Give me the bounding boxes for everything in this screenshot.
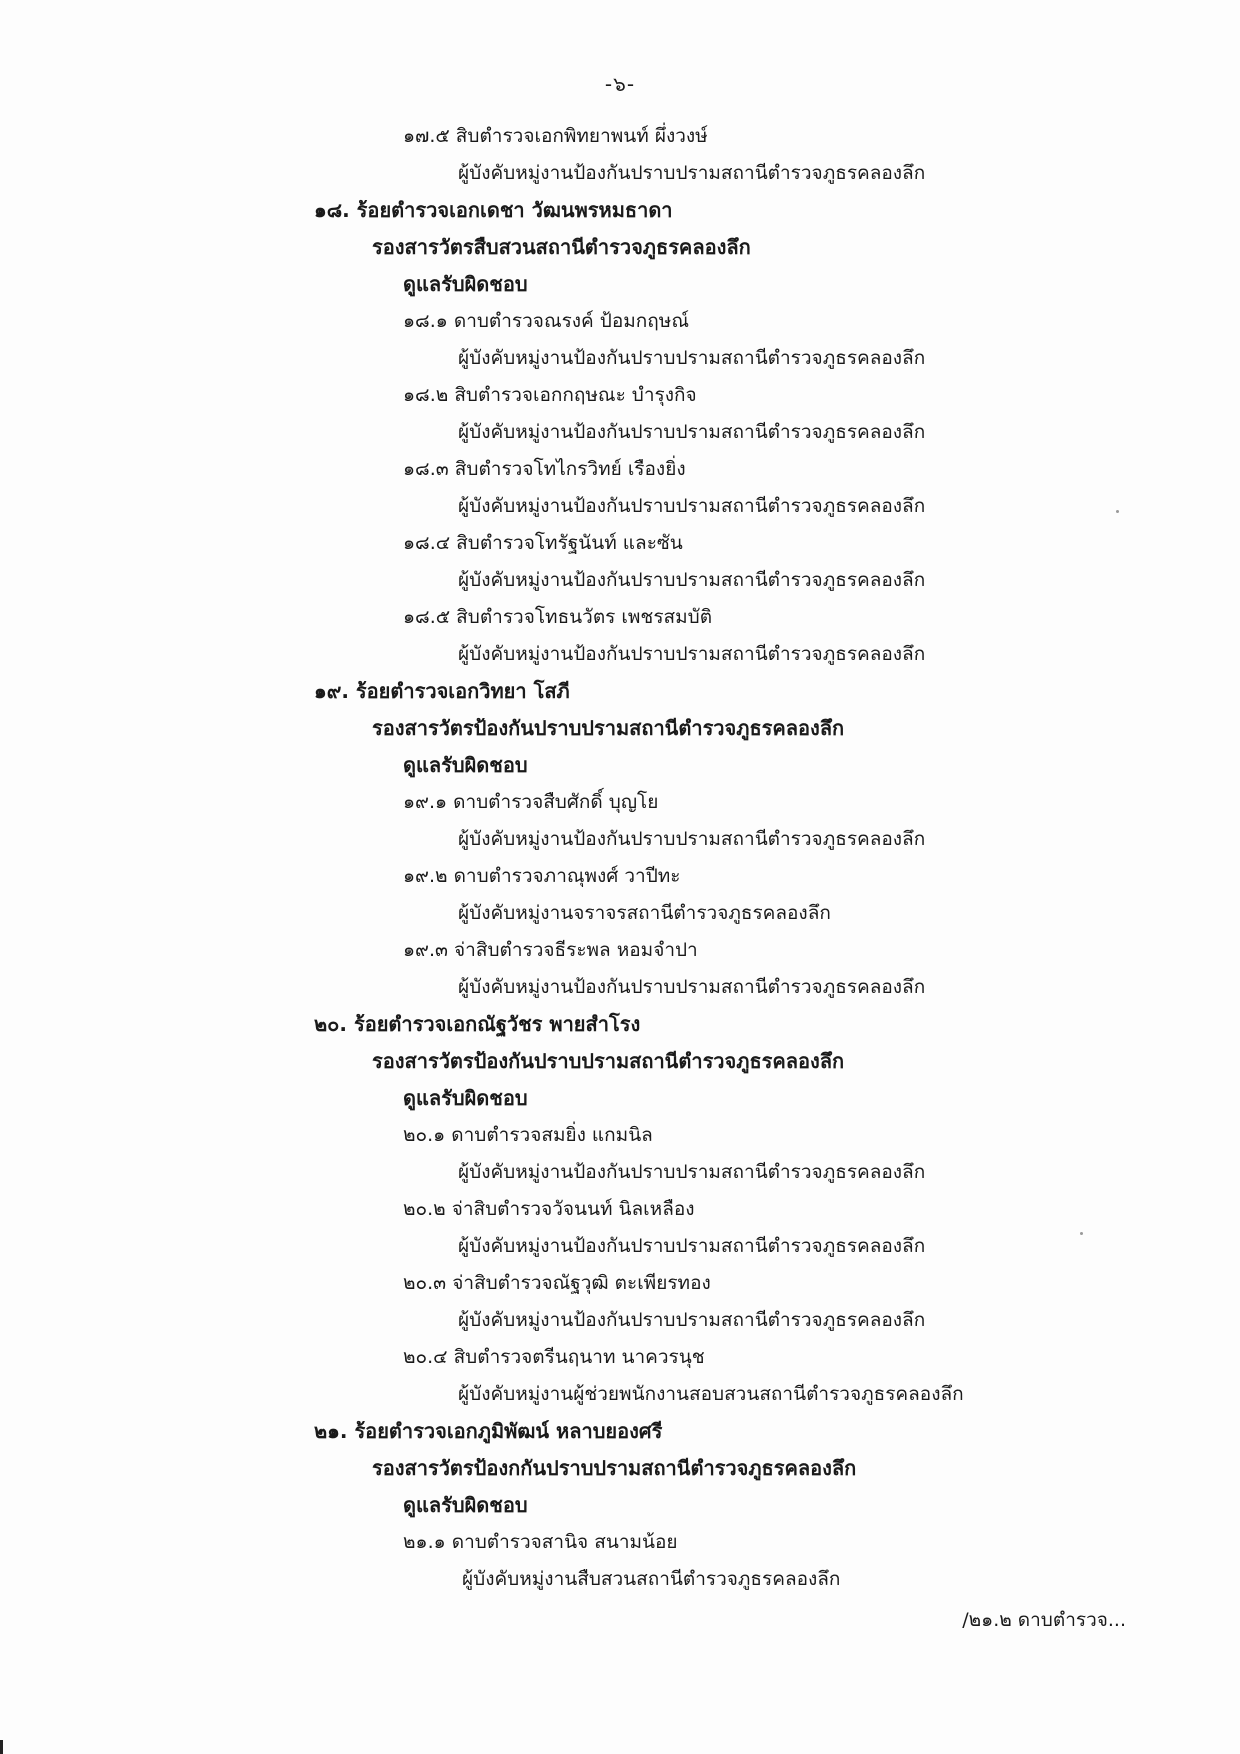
subordinate-entry: ๒๐.๒ จ่าสิบตำรวจวัจนนท์ นิลเหลือง bbox=[403, 1198, 695, 1220]
subordinate-entry: ๑๘.๔ สิบตำรวจโทรัฐนันท์ และซัน bbox=[403, 532, 683, 554]
responsibility-label: ดูแลรับผิดชอบ bbox=[403, 1086, 528, 1110]
scan-speck bbox=[1116, 510, 1119, 513]
subordinate-entry: ๑๘.๓ สิบตำรวจโทไกรวิทย์ เรืองยิ่ง bbox=[403, 458, 686, 480]
responsibility-label: ดูแลรับผิดชอบ bbox=[403, 753, 528, 777]
continuation-marker: /๒๑.๒ ดาบตำรวจ... bbox=[962, 1609, 1126, 1631]
duty-line: ผู้บังคับหมู่งานป้องกันปราบปรามสถานีตำรวจภูธรคลองลึก bbox=[458, 1309, 926, 1331]
officer-heading: ๑๙. ร้อยตำรวจเอกวิทยา โสภี bbox=[314, 679, 570, 703]
position-line: รองสารวัตรป้องกันปราบปรามสถานีตำรวจภูธรคลองลึก bbox=[372, 716, 845, 740]
duty-line: ผู้บังคับหมู่งานป้องกันปราบปรามสถานีตำรวจภูธรคลองลึก bbox=[458, 1161, 926, 1183]
position-line: รองสารวัตรป้องกันปราบปรามสถานีตำรวจภูธรคลองลึก bbox=[372, 1049, 845, 1073]
duty-line: ผู้บังคับหมู่งานป้องกันปราบปรามสถานีตำรวจภูธรคลองลึก bbox=[458, 569, 926, 591]
duty-line: ผู้บังคับหมู่งานป้องกันปราบปรามสถานีตำรวจภูธรคลองลึก bbox=[458, 421, 926, 443]
subordinate-entry: ๑๗.๕ สิบตำรวจเอกพิทยาพนท์ ผึ่งวงษ์ bbox=[403, 125, 708, 147]
duty-line: ผู้บังคับหมู่งานป้องกันปราบปรามสถานีตำรวจภูธรคลองลึก bbox=[458, 643, 926, 665]
duty-line: ผู้บังคับหมู่งานสืบสวนสถานีตำรวจภูธรคลองลึก bbox=[462, 1568, 841, 1590]
officer-heading: ๒๐. ร้อยตำรวจเอกณัฐวัชร พายสำโรง bbox=[314, 1012, 641, 1036]
subordinate-entry: ๑๘.๕ สิบตำรวจโทธนวัตร เพชรสมบัติ bbox=[403, 606, 713, 628]
scan-edge-mark bbox=[0, 1740, 3, 1754]
officer-heading: ๑๘. ร้อยตำรวจเอกเดชา วัฒนพรหมธาดา bbox=[314, 198, 673, 222]
subordinate-entry: ๑๘.๒ สิบตำรวจเอกกฤษณะ บำรุงกิจ bbox=[403, 384, 697, 406]
subordinate-entry: ๑๙.๓ จ่าสิบตำรวจธีระพล หอมจำปา bbox=[403, 939, 698, 961]
subordinate-entry: ๑๙.๑ ดาบตำรวจสืบศักดิ์ บุญโย bbox=[403, 791, 659, 813]
duty-line: ผู้บังคับหมู่งานป้องกันปราบปรามสถานีตำรวจภูธรคลองลึก bbox=[458, 495, 926, 517]
subordinate-entry: ๑๙.๒ ดาบตำรวจภาณุพงศ์ วาปีทะ bbox=[403, 865, 681, 887]
officer-heading: ๒๑. ร้อยตำรวจเอกภูมิพัฒน์ หลาบยองศรี bbox=[314, 1419, 663, 1443]
duty-line: ผู้บังคับหมู่งานป้องกันปราบปรามสถานีตำรวจภูธรคลองลึก bbox=[458, 976, 926, 998]
scan-speck bbox=[1080, 1232, 1083, 1235]
responsibility-label: ดูแลรับผิดชอบ bbox=[403, 272, 528, 296]
duty-line: ผู้บังคับหมู่งานจราจรสถานีตำรวจภูธรคลองลึก bbox=[458, 902, 831, 924]
position-line: รองสารวัตรป้องกกันปราบปรามสถานีตำรวจภูธรคลองลึก bbox=[372, 1456, 857, 1480]
duty-line: ผู้บังคับหมู่งานป้องกันปราบปรามสถานีตำรวจภูธรคลองลึก bbox=[458, 162, 926, 184]
duty-line: ผู้บังคับหมู่งานป้องกันปราบปรามสถานีตำรวจภูธรคลองลึก bbox=[458, 1235, 926, 1257]
subordinate-entry: ๒๐.๓ จ่าสิบตำรวจณัฐวุฒิ ตะเพียรทอง bbox=[403, 1272, 711, 1294]
page-number: -๖- bbox=[604, 72, 636, 96]
responsibility-label: ดูแลรับผิดชอบ bbox=[403, 1493, 528, 1517]
subordinate-entry: ๒๐.๔ สิบตำรวจตรีนฤนาท นาควรนุช bbox=[403, 1346, 705, 1368]
position-line: รองสารวัตรสืบสวนสถานีตำรวจภูธรคลองลึก bbox=[372, 235, 751, 259]
subordinate-entry: ๒๐.๑ ดาบตำรวจสมยิ่ง แกมนิล bbox=[403, 1124, 653, 1146]
duty-line: ผู้บังคับหมู่งานป้องกันปราบปรามสถานีตำรวจภูธรคลองลึก bbox=[458, 347, 926, 369]
subordinate-entry: ๒๑.๑ ดาบตำรวจสานิจ สนามน้อย bbox=[403, 1531, 678, 1553]
duty-line: ผู้บังคับหมู่งานผู้ช่วยพนักงานสอบสวนสถานีตำรวจภูธรคลองลึก bbox=[458, 1383, 964, 1405]
duty-line: ผู้บังคับหมู่งานป้องกันปราบปรามสถานีตำรวจภูธรคลองลึก bbox=[458, 828, 926, 850]
subordinate-entry: ๑๘.๑ ดาบตำรวจณรงค์ ป้อมกฤษณ์ bbox=[403, 310, 689, 332]
